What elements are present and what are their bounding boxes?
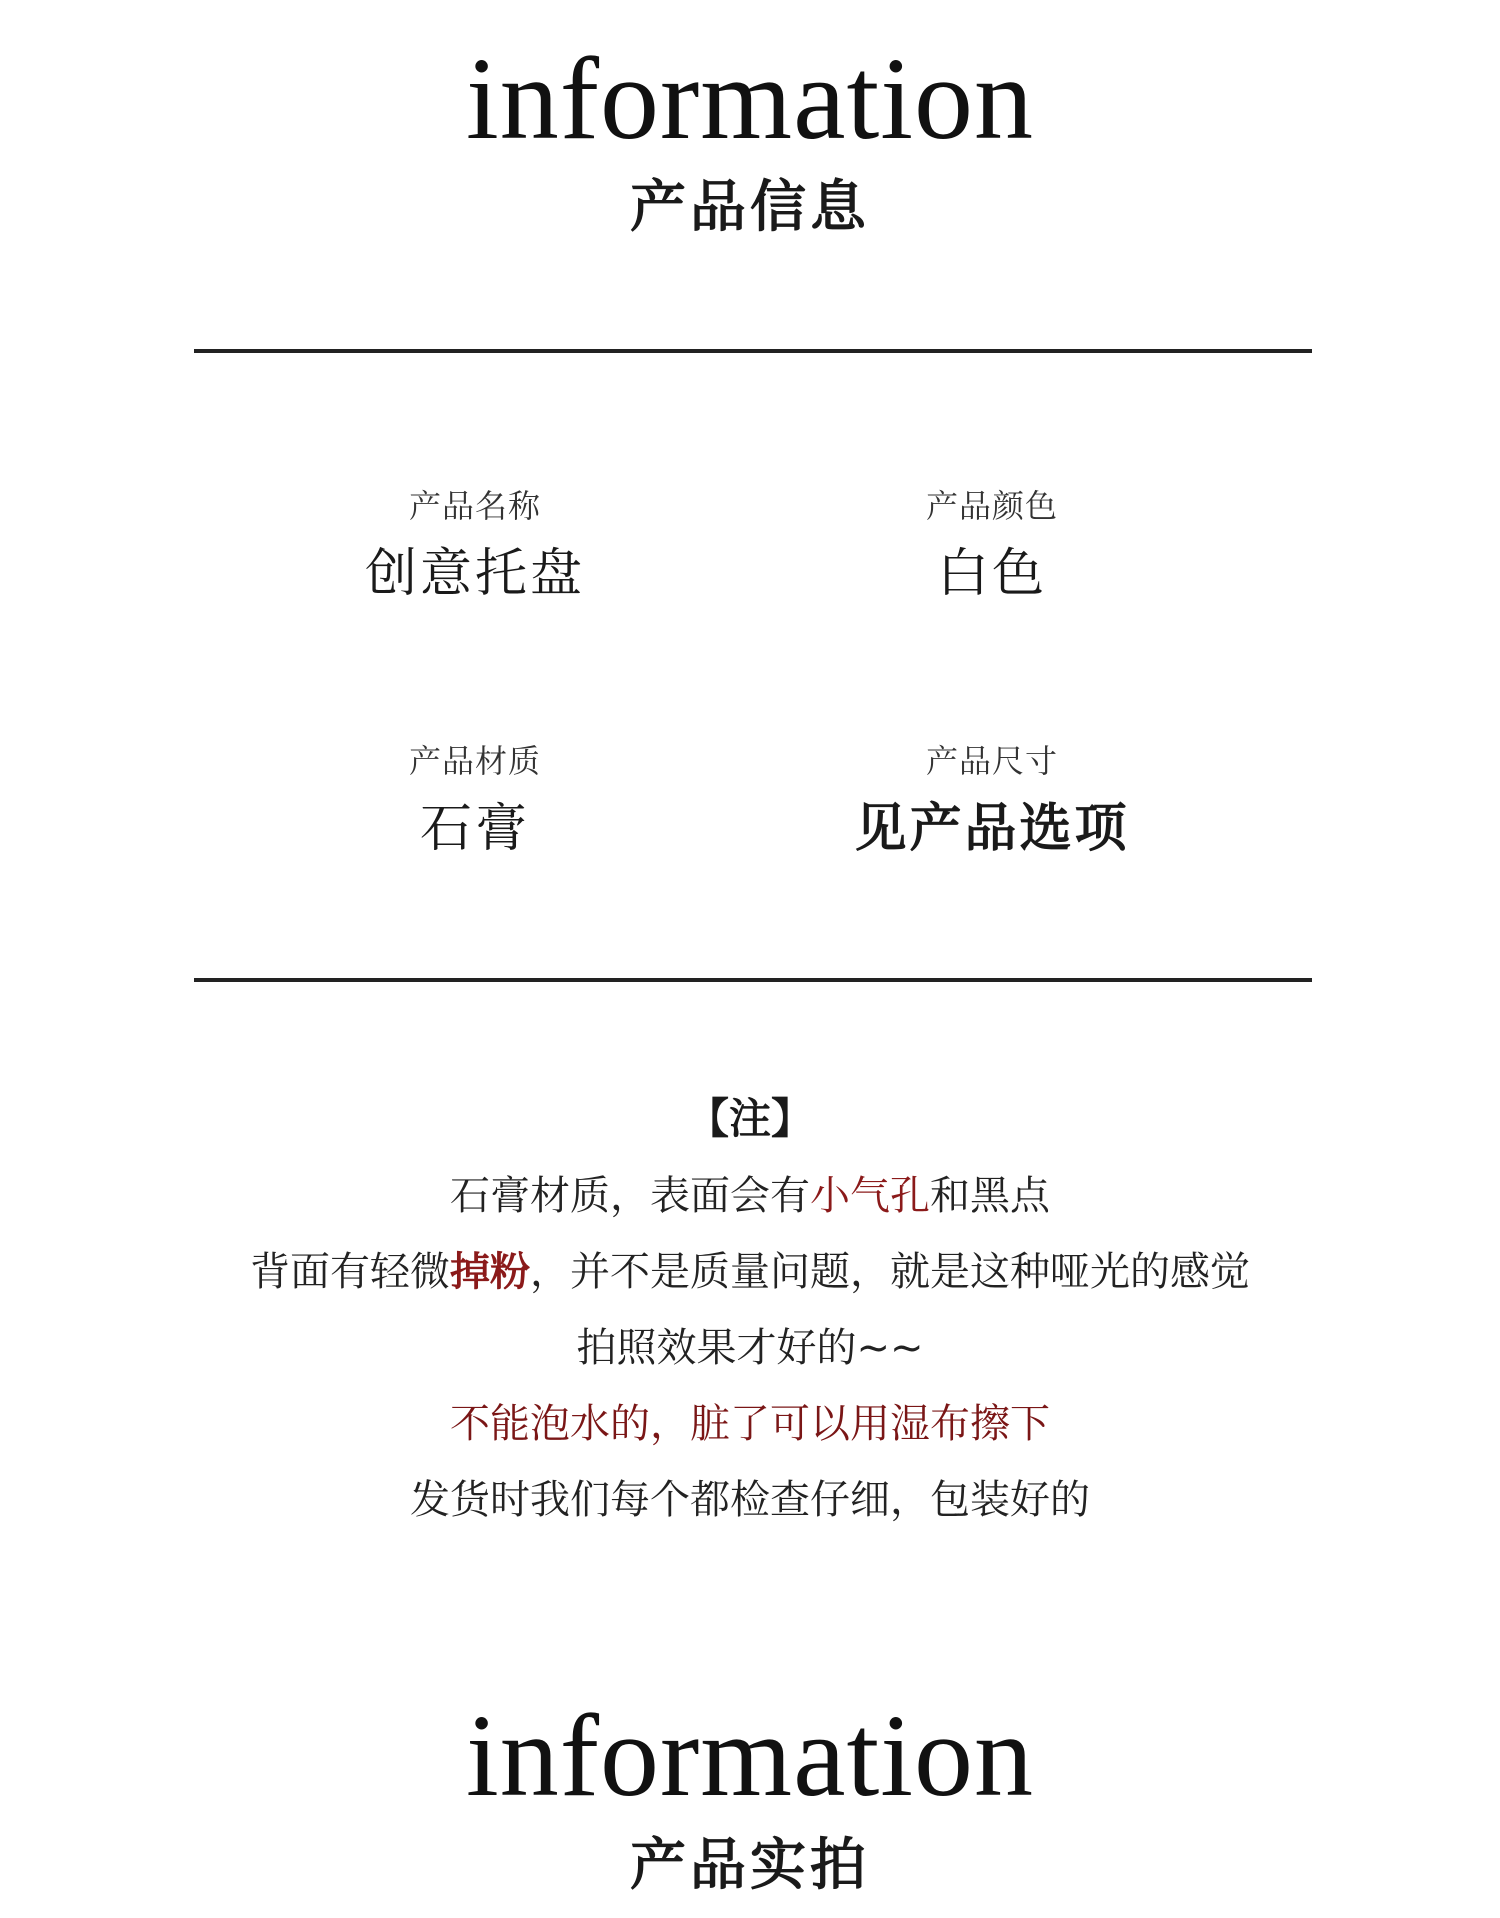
spec-size [742,742,1242,859]
note-line-4: 不能泡水的，脏了可以用湿布擦下 [450,1401,1050,1447]
section2-title-cn: 产品实拍 [630,1833,870,1898]
divider-top [194,349,1312,353]
note-line-2-highlight: 掉粉 [450,1249,530,1295]
divider-bottom [194,978,1312,982]
section-title-cn: 产品信息 [630,175,870,240]
spec-size-label: 产品尺寸 [925,742,1058,780]
spec-name-label: 产品名称 [408,487,541,525]
spec-material-label: 产品材质 [408,742,541,780]
note-line-1-highlight: 小气孔 [810,1173,930,1219]
note-line-2-pre: 背面有轻微 [250,1249,450,1295]
spec-color-value: 白色 [936,544,1047,604]
note-line-2-post: ，并不是质量问题，就是这种哑光的感觉 [530,1249,1250,1295]
note-line-1 [0,1173,1500,1219]
note-line-5: 发货时我们每个都检查仔细，包装好的 [410,1477,1090,1523]
spec-name-value: 创意托盘 [364,544,585,604]
section2-title-en: information [465,1690,1035,1821]
note-line-3: 拍照效果才好的~~ [576,1325,924,1371]
note-line-2 [0,1249,1500,1295]
note-line-1-pre: 石膏材质，表面会有 [450,1173,810,1219]
spec-color [742,487,1242,604]
spec-color-label: 产品颜色 [925,487,1058,525]
note-title: 【注】 [686,1094,813,1143]
section-title-en: information [465,33,1035,164]
spec-material-value: 石膏 [419,799,530,859]
spec-name [225,487,725,604]
spec-size-value: 见产品选项 [854,799,1130,859]
note-line-1-post: 和黑点 [930,1173,1050,1219]
spec-material [225,742,725,859]
